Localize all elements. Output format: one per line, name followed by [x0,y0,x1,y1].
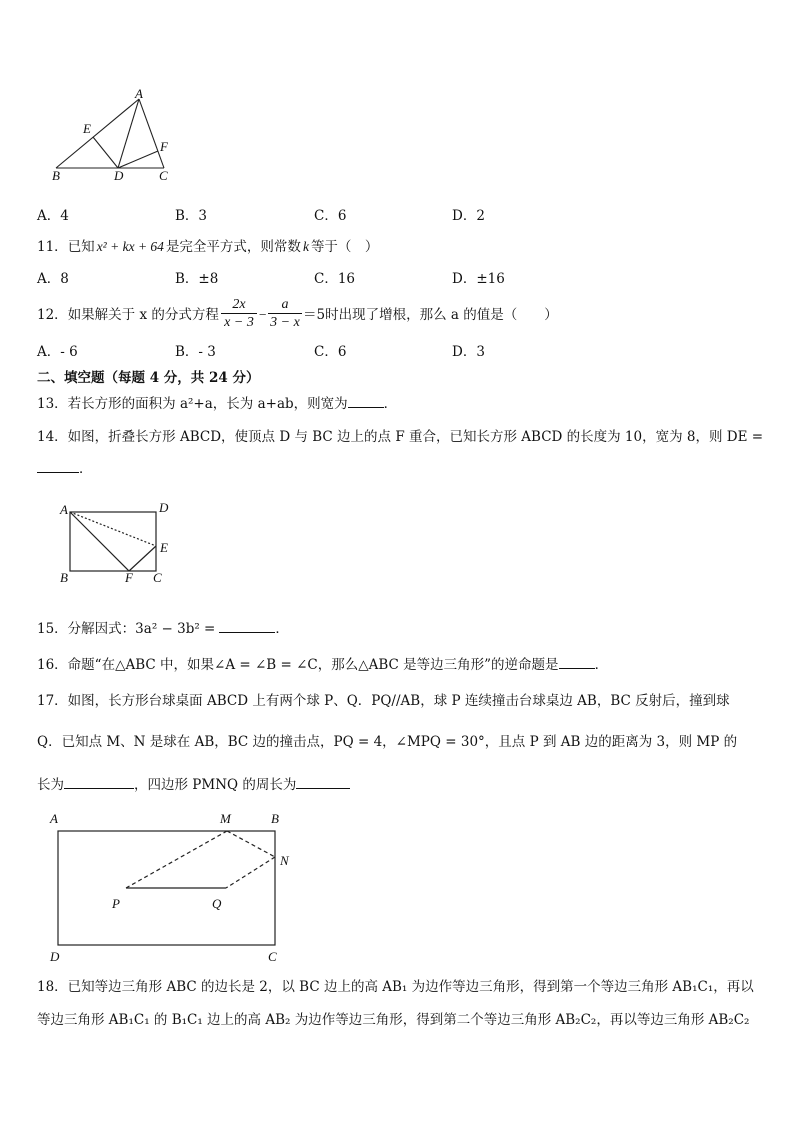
q13-stem: 13．若长方形的面积为 a²+a，长为 a+ab，则宽为 [37,396,348,412]
label-B: B [52,168,60,183]
q12-minus: − [258,307,268,322]
q12-lead [37,306,219,324]
label-B: B [271,811,279,826]
label-D: D [114,168,124,183]
q16-stem: 16．命题“在△ABC 中，如果∠A = ∠B = ∠C，那么△ABC 是等边三角形”的逆命题是 [37,657,559,673]
q18-line1: 18．已知等边三角形 ABC 的边长是 2，以 BC 边上的高 AB₁ 为边作等边三角形，得到第一个等边三角形 AB₁C₁，再以 [37,979,754,995]
q12-option-a: A．- 6 [37,344,78,360]
q14-line1: 14．如图，折叠长方形 ABCD，使顶点 D 与 BC 边上的点 F 重合，已知长方形 ABCD 的长度为 10，宽为 8，则 DE = [37,429,764,445]
q14-answer-blank[interactable] [37,472,79,473]
label-E: E [160,540,168,555]
q12-number: 12． [37,307,68,323]
q10-option-d: D．2 [452,208,485,224]
label-D: D [159,500,169,515]
label-Q: Q [212,896,222,911]
q11-option-b: B．±8 [175,271,219,287]
q11-number: 11． [37,239,68,255]
q15-stem: 15．分解因式：3a² − 3b² = [37,621,216,637]
label-F: F [125,570,133,585]
label-C: C [153,570,162,585]
q11-option-c: C．16 [314,271,356,287]
q12-frac1-num: 2x [221,296,257,314]
q12-option-d: D．3 [452,344,485,360]
q11-k: k [302,239,309,254]
q12-tail: ＝5时出现了增根，那么 a 的值是（ ） [303,307,558,323]
q11-lead: 已知 [67,239,95,255]
label-P: P [112,896,120,911]
label-C: C [159,168,168,183]
q17-mp-blank[interactable] [64,788,134,789]
section-2-heading: 二、填空题（每题 4 分，共 24 分） [37,370,260,386]
q12-fraction-1 [221,296,257,331]
q12-option-b: B．- 3 [175,344,216,360]
q11-expression: x² + kx + 64 [96,239,164,254]
q13-end: ． [383,396,398,412]
q17-perimeter-blank[interactable] [296,788,350,789]
label-A: A [135,88,143,101]
q16-answer-blank[interactable] [559,668,595,669]
rectangle-fold-figure [52,498,182,588]
q16-text [37,656,608,674]
q11-stem [37,238,378,256]
q15-text [37,620,289,638]
q11-option-d: D．±16 [452,271,505,287]
q11-tail: 是完全平方式，则常数 [165,239,301,255]
label-A: A [60,502,68,517]
q18-line2: 等边三角形 AB₁C₁ 的 B₁C₁ 边上的高 AB₂ 为边作等边三角形，得到第二个等边三角形 AB₂C₂，再以等边三角形 AB₂C₂ [37,1012,750,1028]
q12-frac2-den: 3 − x [270,315,300,330]
q17-line2: Q．已知点 M、N 是球在 AB，BC 边的撞击点，PQ = 4，∠MPQ = 30°，且点 P 到 AB 边的距离为 3，则 MP 的 [37,734,738,750]
q13-answer-blank[interactable] [348,407,384,408]
q17-line3a: 长为 [37,777,64,793]
q16-end: ． [594,657,609,673]
q17-line3b: ，四边形 PMNQ 的周长为 [134,777,297,793]
q12-fraction-2 [268,296,302,331]
q11-option-a: A．8 [37,271,69,287]
label-E: E [83,121,91,136]
q15-end: ． [275,621,289,637]
label-F: F [160,139,168,154]
q14-end: ． [79,461,93,477]
triangle-figure [40,88,180,188]
q11-tail2: 等于（ ） [310,239,379,255]
q10-option-a: A．4 [37,208,69,224]
q14-line2 [37,460,93,478]
label-D: D [50,949,60,964]
q17-line1: 17．如图，长方形台球桌面 ABCD 上有两个球 P、Q．PQ//AB，球 P 连续撞击台球桌边 AB，BC 反射后，撞到球 [37,693,730,709]
label-A: A [50,811,58,826]
billiard-table-figure [44,806,304,966]
q15-answer-blank[interactable] [219,632,275,633]
q13-text [37,395,397,413]
label-C: C [268,949,277,964]
label-N: N [280,853,289,868]
q12-option-c: C．6 [314,344,347,360]
q10-option-c: C．6 [314,208,347,224]
q17-line3 [37,776,350,794]
label-M: M [220,811,231,826]
q12-frac2-num: a [268,296,302,314]
q12-frac1-den: x − 3 [224,315,254,330]
label-B: B [60,570,68,585]
q10-option-b: B．3 [175,208,208,224]
q12-lead-text: 如果解关于 x 的分式方程 [67,307,219,323]
